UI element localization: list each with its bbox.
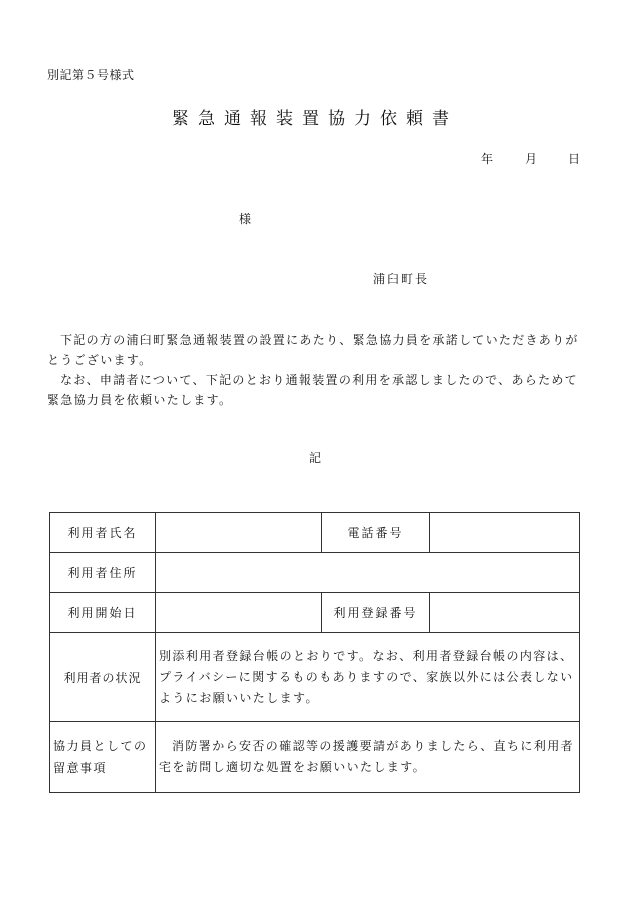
ki-heading: 記 [308, 451, 321, 465]
date-month-label: 月 [525, 152, 538, 166]
table-row [50, 722, 580, 793]
date-day-label: 日 [568, 152, 581, 166]
user-status-label: 利用者の状況 [50, 633, 156, 722]
user-status-text: 別添利用者登録台帳のとおりです。なお、利用者登録台帳の内容は、プライバシーに関するものもありますので、家族以外には公表しないようにお願いいたします。 [156, 633, 580, 722]
cooperator-notes-label [50, 722, 156, 793]
date-year-label: 年 [481, 152, 494, 166]
start-date-label: 利用開始日 [50, 593, 156, 633]
start-date-field[interactable] [156, 593, 322, 633]
addressee-honorific: 様 [239, 212, 252, 226]
body-paragraph-2: なお、申請者について、下記のとおり通報装置の利用を承認しましたので、あらためて緊急協力員を依頼いたします。 [47, 373, 578, 407]
phone-field[interactable] [430, 513, 580, 553]
registration-number-field[interactable] [430, 593, 580, 633]
table-row [50, 553, 580, 593]
registration-number-label: 利用登録番号 [322, 593, 430, 633]
body-text [47, 330, 587, 410]
user-name-label: 利用者氏名 [50, 513, 156, 553]
body-paragraph-1: 下記の方の浦臼町緊急通報装置の設置にあたり、緊急協力員を承諾していただきありがとうございます。 [47, 333, 579, 367]
form-number: 別記第５号様式 [47, 68, 135, 82]
table-row [50, 513, 580, 553]
table-row [50, 633, 580, 722]
phone-label: 電話番号 [322, 513, 430, 553]
user-name-field[interactable] [156, 513, 322, 553]
address-label: 利用者住所 [50, 553, 156, 593]
info-table [49, 512, 580, 793]
cooperator-notes-label-line1: 協力員としての [53, 739, 148, 753]
cooperator-notes-text: 消防署から安否の確認等の援護要請がありましたら、直ちに利用者宅を訪問し適切な処置をお願いいたします。 [156, 722, 580, 793]
cooperator-notes-label-line2: 留意事項 [53, 761, 108, 775]
sender-name: 浦臼町長 [373, 272, 430, 286]
document-title: 緊急通報装置協力依頼書 [172, 109, 458, 129]
table-row [50, 593, 580, 633]
address-field[interactable] [156, 553, 580, 593]
